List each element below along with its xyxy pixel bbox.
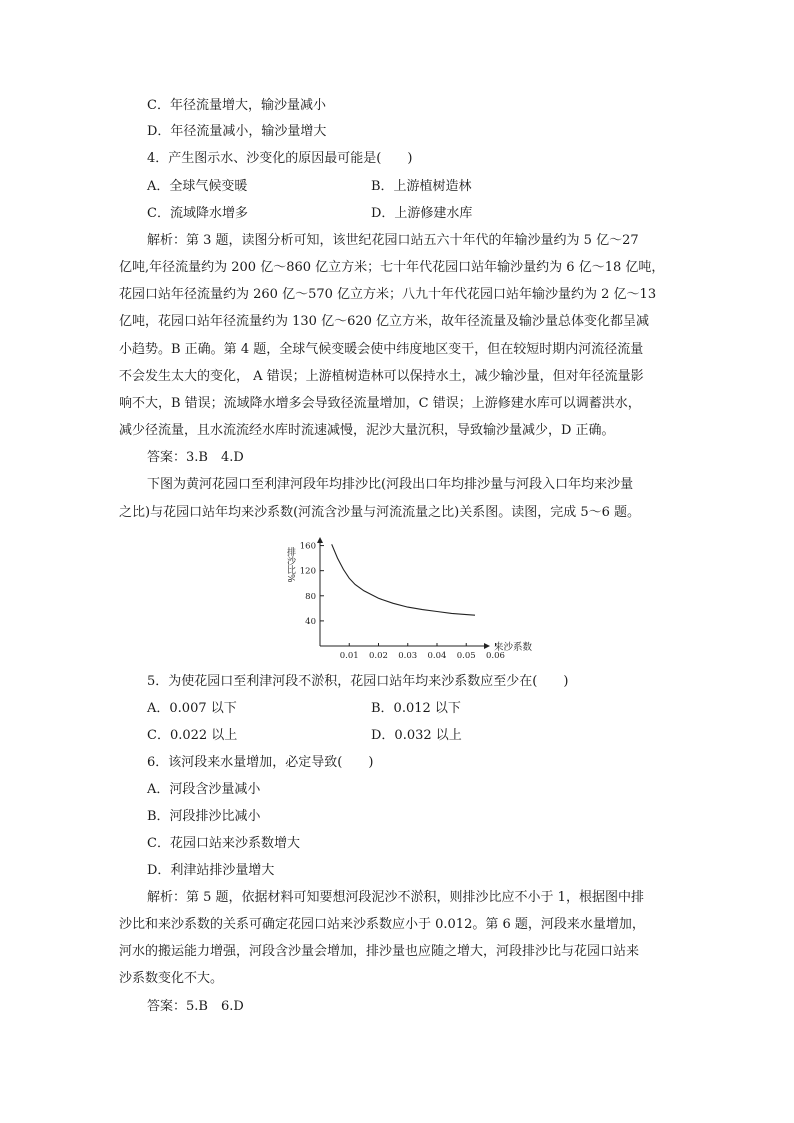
y-tick-label: 120 [299, 566, 316, 577]
analysis1-line: 花园口站年径流量约为 260 亿～570 亿立方米；八九十年代花园口站年输沙量约为 2 亿～13 [119, 287, 657, 302]
analysis1-line: 小趋势。B 正确。第 4 题，全球气候变暖会使中纬度地区变干，但在较短时期内河流径流量 [119, 342, 644, 357]
analysis1-line: 减少径流量，且水流流经水库时流速减慢，泥沙大量沉积，导致输沙量减少，D 正确。 [119, 423, 615, 438]
analysis1-line: 亿吨，花园口站年径流量约为 130 亿～620 亿立方米，故年径流量及输沙量总体变化都呈减 [119, 314, 650, 329]
x-tick-label: 0.02 [369, 651, 388, 661]
y-axis-label: 排沙比% [285, 547, 295, 583]
analysis2-line: 解析：第 5 题，依据材料可知要想河段泥沙不淤积，则排沙比应不小于 1，根据图中排 [147, 890, 644, 905]
x-tick-label: 0.06 [486, 651, 505, 661]
q3-option-d: D．年径流量减小，输沙量增大 [147, 124, 327, 139]
analysis2-line: 沙比和来沙系数的关系可确定花园口站来沙系数应小于 0.012。第 6 题，河段来水量增加， [119, 917, 645, 932]
q6-option-a: A．河段含沙量减小 [147, 782, 261, 797]
q4-stem: 4．产生图示水、沙变化的原因最可能是( ) [147, 151, 413, 166]
x-tick-label: 0.01 [339, 651, 359, 661]
y-tick-label: 160 [299, 541, 316, 552]
q5-option-b: B．0.012 以下 [371, 701, 461, 716]
q4-option-a: A．全球气候变暖 [147, 179, 248, 194]
q3-option-c: C．年径流量增大，输沙量减小 [147, 98, 326, 113]
q4-option-c: C．流域降水增多 [147, 206, 248, 221]
q5-stem: 5．为使花园口至利津河段不淤积，花园口站年均来沙系数应至少在( ) [147, 674, 569, 689]
analysis1-line: 亿吨,年径流量约为 200 亿～860 亿立方米；七十年代花园口站年输沙量约为 6 亿～18 亿吨， [119, 260, 665, 275]
answer2: 答案：5.B 6.D [147, 999, 244, 1014]
x-axis-arrow [484, 643, 490, 649]
q5-option-a: A．0.007 以下 [147, 701, 237, 716]
q4-option-d: D．上游修建水库 [371, 206, 473, 221]
y-tick-label: 40 [305, 616, 316, 627]
intro-line: 下图为黄河花园口至利津河段年均排沙比(河段出口年均排沙量与河段入口年均来沙量 [147, 477, 634, 492]
intro-line: 之比)与花园口站年均来沙系数(河流含沙量与河流流量之比)关系图。读图，完成 5～6 题。 [119, 505, 641, 520]
q5-option-c: C．0.022 以上 [147, 728, 238, 743]
q6-option-d: D．利津站排沙量增大 [147, 863, 275, 878]
x-tick-label: 0.03 [398, 651, 418, 661]
analysis1-line: 解析：第 3 题，读图分析可知，该世纪花园口站五六十年代的年输沙量约为 5 亿～27 [147, 233, 639, 248]
sediment-ratio-chart [276, 531, 546, 667]
q4-option-b: B．上游植树造林 [371, 179, 472, 194]
x-axis-label: 来沙系数 [494, 642, 533, 653]
y-axis-arrow [317, 537, 323, 543]
q5-option-d: D．0.032 以上 [371, 728, 462, 743]
q6-option-b: B．河段排沙比减小 [147, 809, 261, 824]
analysis2-line: 沙系数变化不大。 [119, 971, 224, 986]
q6-stem: 6．该河段来水量增加，必定导致( ) [147, 755, 374, 770]
analysis1-line: 不会发生太大的变化， A 错误；上游植树造林可以保持水土，减少输沙量，但对年径流量影 [119, 369, 644, 384]
x-tick-label: 0.04 [427, 651, 447, 661]
q6-option-c: C．花园口站来沙系数增大 [147, 836, 300, 851]
analysis2-line: 河水的搬运能力增强，河段含沙量会增加，排沙量也应随之增大，河段排沙比与花园口站来 [119, 944, 640, 959]
y-tick-label: 80 [305, 591, 316, 602]
series-line [332, 544, 475, 615]
answer1: 答案：3.B 4.D [147, 450, 244, 465]
x-tick-label: 0.05 [456, 651, 476, 661]
analysis1-line: 响不大，B 错误；流域降水增多会导致径流量增加，C 错误；上游修建水库可以调蓄洪水， [119, 396, 641, 411]
